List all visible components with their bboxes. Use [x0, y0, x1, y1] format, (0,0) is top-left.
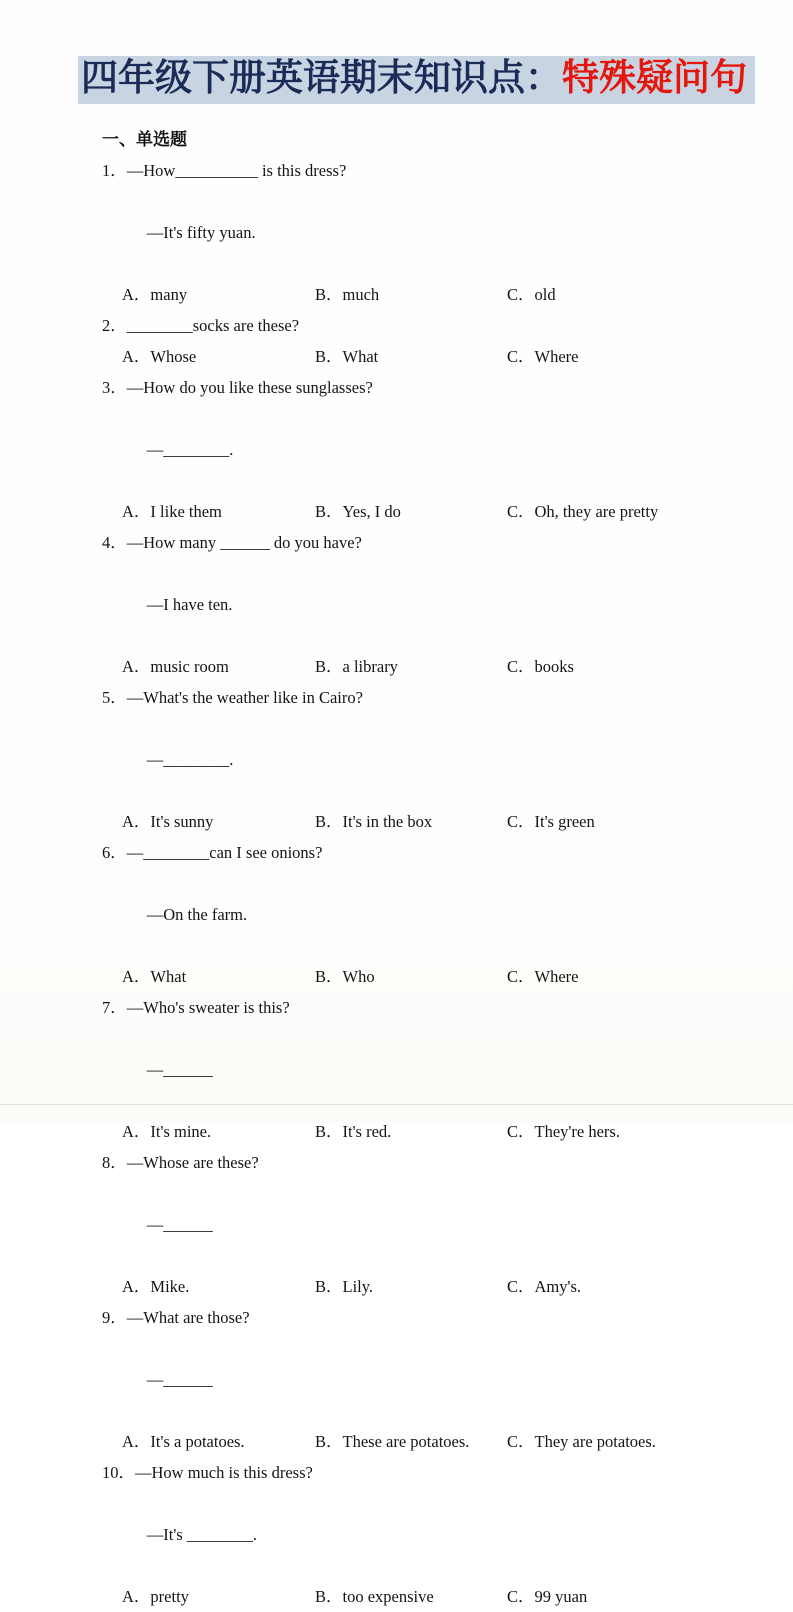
question-item	[0, 310, 793, 372]
question-item	[0, 527, 793, 682]
question-prompt: —Whose are these?	[126, 1153, 259, 1173]
question-prompt: —________can I see onions?	[126, 843, 323, 863]
option-a: A．Mike.	[122, 1277, 190, 1297]
option-a: A．Whose	[122, 347, 197, 367]
question-options	[0, 1426, 793, 1457]
option-a: A．many	[122, 285, 188, 305]
option-c: C．books	[507, 657, 574, 677]
question-number: 5．	[102, 688, 127, 708]
question-prompt: —What's the weather like in Cairo?	[126, 688, 363, 708]
option-b: B．It's in the box	[315, 812, 433, 832]
question-reply: —It's ________.	[146, 1525, 257, 1545]
question-options	[0, 279, 793, 310]
question-list	[0, 155, 793, 1612]
question-line	[0, 1302, 793, 1333]
question-line	[0, 1457, 793, 1488]
question-reply: —________.	[146, 440, 234, 460]
question-reply: —______	[146, 1370, 213, 1390]
option-c: C．It's green	[507, 812, 595, 832]
option-a: A．I like them	[122, 502, 222, 522]
question-item	[0, 155, 793, 310]
question-line	[0, 155, 793, 186]
question-prompt: ________socks are these?	[126, 316, 300, 336]
question-number: 4．	[102, 533, 127, 553]
option-b: B．These are potatoes.	[315, 1432, 470, 1452]
question-options	[0, 1271, 793, 1302]
question-options	[0, 806, 793, 837]
option-c: C．Amy's.	[507, 1277, 582, 1297]
question-reply-line	[0, 713, 793, 806]
question-reply: —______	[146, 1060, 213, 1080]
question-reply-line	[0, 868, 793, 961]
question-reply: —I have ten.	[146, 595, 233, 615]
option-c: C．Where	[507, 967, 579, 987]
question-line	[0, 1147, 793, 1178]
question-reply: —________.	[146, 750, 234, 770]
question-number: 6．	[102, 843, 127, 863]
question-line	[0, 372, 793, 403]
question-item	[0, 1302, 793, 1457]
option-b: B．Lily.	[315, 1277, 374, 1297]
option-c: C．Oh, they are pretty	[507, 502, 659, 522]
question-line	[0, 310, 793, 341]
option-b: B．too expensive	[315, 1587, 434, 1607]
question-number: 8．	[102, 1153, 127, 1173]
option-c: C．99 yuan	[507, 1587, 588, 1607]
question-item	[0, 992, 793, 1147]
question-options	[0, 496, 793, 527]
question-item	[0, 372, 793, 527]
option-a: A．pretty	[122, 1587, 189, 1607]
question-prompt: —How many ______ do you have?	[126, 533, 362, 553]
option-b: B．a library	[315, 657, 398, 677]
question-reply-line	[0, 1178, 793, 1271]
question-item	[0, 1457, 793, 1612]
option-c: C．They are potatoes.	[507, 1432, 656, 1452]
option-a: A．It's a potatoes.	[122, 1432, 245, 1452]
question-options	[0, 961, 793, 992]
question-line	[0, 527, 793, 558]
question-options	[0, 1581, 793, 1612]
option-b: B．Who	[315, 967, 375, 987]
option-a: A．music room	[122, 657, 229, 677]
page-bottom-edge	[0, 1104, 793, 1113]
question-number: 10．	[102, 1463, 135, 1483]
option-c: C．old	[507, 285, 556, 305]
option-c: C．Where	[507, 347, 579, 367]
option-a: A．It's sunny	[122, 812, 214, 832]
question-reply: —It's fifty yuan.	[146, 223, 256, 243]
question-reply-line	[0, 1023, 793, 1116]
question-reply-line	[0, 186, 793, 279]
option-b: B．It's red.	[315, 1122, 392, 1142]
title-highlight-text: 特殊疑问句	[562, 56, 747, 99]
question-item	[0, 1147, 793, 1302]
option-b: B．much	[315, 285, 380, 305]
question-options	[0, 1116, 793, 1147]
page-title	[78, 56, 755, 104]
question-number: 7．	[102, 998, 127, 1018]
question-options	[0, 651, 793, 682]
option-b: B．Yes, I do	[315, 502, 401, 522]
question-prompt: —Who's sweater is this?	[126, 998, 290, 1018]
question-line	[0, 682, 793, 713]
option-c: C．They're hers.	[507, 1122, 620, 1142]
title-prefix-text: 四年级下册英语期末知识点：	[81, 56, 562, 99]
question-prompt: —How__________ is this dress?	[126, 161, 347, 181]
question-number: 9．	[102, 1308, 127, 1328]
question-reply-line	[0, 558, 793, 651]
option-a: A．What	[122, 967, 187, 987]
question-line	[0, 837, 793, 868]
question-line	[0, 992, 793, 1023]
question-reply-line	[0, 1488, 793, 1581]
question-item	[0, 837, 793, 992]
question-prompt: —How much is this dress?	[135, 1463, 313, 1483]
question-reply: —______	[146, 1215, 213, 1235]
question-reply-line	[0, 1333, 793, 1426]
question-number: 2．	[102, 316, 127, 336]
question-number: 1．	[102, 161, 127, 181]
question-item	[0, 682, 793, 837]
question-reply: —On the farm.	[146, 905, 248, 925]
question-prompt: —What are those?	[126, 1308, 250, 1328]
section-heading: 一、单选题	[102, 130, 187, 151]
question-options	[0, 341, 793, 372]
question-prompt: —How do you like these sunglasses?	[126, 378, 373, 398]
option-b: B．What	[315, 347, 379, 367]
question-number: 3．	[102, 378, 127, 398]
question-reply-line	[0, 403, 793, 496]
option-a: A．It's mine.	[122, 1122, 212, 1142]
